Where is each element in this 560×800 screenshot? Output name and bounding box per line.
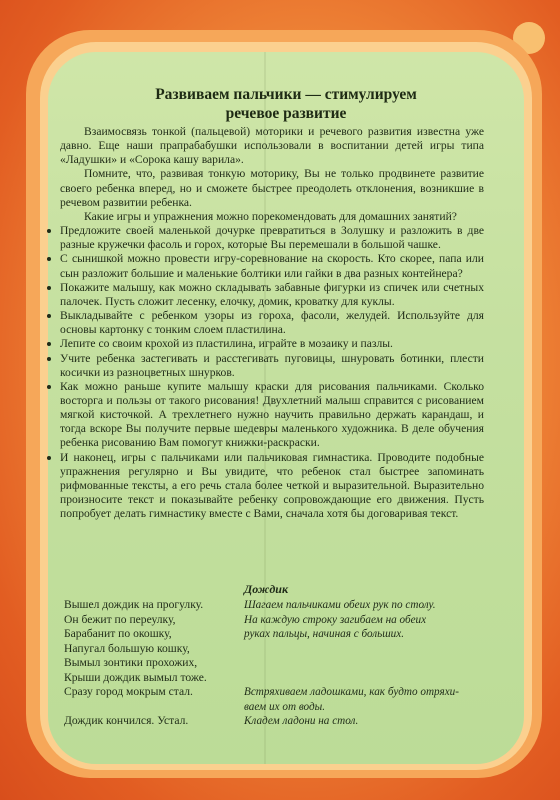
instruction-line: На каждую строку загибаем на обеих xyxy=(244,613,427,626)
list-item xyxy=(60,224,484,252)
list-item-text: Учите ребенка застегивать и расстегивать пуговицы, шнуровать ботинки, плести косички из разноцветных шнурков. xyxy=(60,351,484,379)
poem-line: Напугал большую кошку, xyxy=(64,641,190,655)
bullet-icon xyxy=(47,357,51,361)
poem-line: Крыши дождик вымыл тоже. xyxy=(64,670,207,684)
poem-line: Дождик кончился. Устал. xyxy=(64,714,189,727)
list-item-text: Как можно раньше купите малышу краски для рисования пальчиками. Сколько восторга и пользы от такого рисования! Двухлетний малыш справится с рисованием мягкой кисточкой. А трехлетнего нужно научить правильно держать карандаш, и тогда вскоре Вы получите первые шедевры маленького художника. В деле обучения ребенка рисованию Вам помогут книжки-раскраски. xyxy=(60,379,484,450)
title-line-1: Развиваем пальчики — стимулируем xyxy=(155,86,417,103)
instruction-line: ваем их от воды. xyxy=(244,700,326,713)
title-line-2: речевое развитие xyxy=(225,105,347,122)
list-item xyxy=(60,380,484,451)
question-paragraph: Какие игры и упражнения можно порекомендовать для домашних занятий? xyxy=(84,209,457,223)
poem-spacer xyxy=(64,700,244,715)
intro-paragraph: Взаимосвязь тонкой (пальцевой) моторики и речевого развития известна уже давно. Еще наши прапрабабушки использовали в воспитании детей игры типа «Ладушки» и «Сорока кашу варила». xyxy=(60,125,484,167)
instruction-spacer xyxy=(244,656,480,671)
list-item xyxy=(60,309,484,337)
poem-line: Сразу город мокрым стал. xyxy=(64,685,193,698)
bullet-icon xyxy=(47,286,51,290)
poem-line: Барабанит по окошку, xyxy=(64,627,172,640)
poem-line: Он бежит по переулку, xyxy=(64,612,176,626)
poem-title: Дождик xyxy=(244,582,289,596)
list-item-text: Покажите малышу, как можно складывать забавные фигурки из спичек или счетных палочек. Пусть сложит лесенку, елочку, домик, кроватку для куклы. xyxy=(60,280,484,308)
poem-instructions xyxy=(244,598,480,729)
instruction-line: Кладем ладони на стол. xyxy=(244,715,359,727)
bullet-icon xyxy=(47,385,51,389)
page-title xyxy=(48,85,524,123)
list-item-text: Лепите со своим крохой из пластилина, играйте в мозаику и пазлы. xyxy=(60,337,393,351)
article-body xyxy=(60,125,484,521)
list-item xyxy=(60,337,484,351)
list-item-text: Выкладывайте с ребенком узоры из гороха, фасоли, желудей. Используйте для основы картонку с тонким слоем пластилина. xyxy=(60,309,484,337)
paragraph: Помните, что, развивая тонкую моторику, Вы не только продвинете развитие своего ребенка вперед, но и сможете быстрее преодолеть отклонения, возникшие в речевом развитии ребенка. xyxy=(60,167,484,209)
bullet-icon xyxy=(47,314,51,318)
bullet-icon xyxy=(47,456,51,460)
instruction-spacer xyxy=(244,671,480,686)
list-item xyxy=(60,252,484,280)
poem-line: Вышел дождик на прогулку. xyxy=(64,598,204,611)
instruction-line: Шагаем пальчиками обеих рук по столу. xyxy=(244,599,436,611)
poem-line: Вымыл зонтики прохожих, xyxy=(64,656,198,669)
instruction-line: руках пальцы, начиная с больших. xyxy=(244,628,405,640)
list-item xyxy=(60,352,484,380)
list-item-text: С сынишкой можно провести игру-соревнование на скорость. Кто скорее, папа или сын разложит большие и маленькие болтики или гайки в два разных контейнера? xyxy=(60,252,484,280)
list-item-text: Предложите своей маленькой дочурке превратиться в Золушку и разложить в две разные кружечки фасоль и горох, которые Вы перемешали в большой чашке. xyxy=(60,224,484,252)
instruction-line: Встряхиваем ладошками, как будто отряхи- xyxy=(244,686,459,698)
list-item xyxy=(60,451,484,522)
list-item xyxy=(60,281,484,309)
list-item-text: И наконец, игры с пальчиками или пальчиковая гимнастика. Проводите подобные упражнения регулярно и Вы увидите, что ребенок стал быстрее запоминать рифмованные тексты, а его речь стала более четкой и выразительной. Выразительно произносите текст и показывайте ребенку сопровождающие его движения. Пусть попробует делать гимнастику вместе с Вами, сначала хотя бы договаривая текст. xyxy=(60,450,484,521)
instruction-spacer xyxy=(244,642,480,657)
poem-text xyxy=(64,598,244,729)
